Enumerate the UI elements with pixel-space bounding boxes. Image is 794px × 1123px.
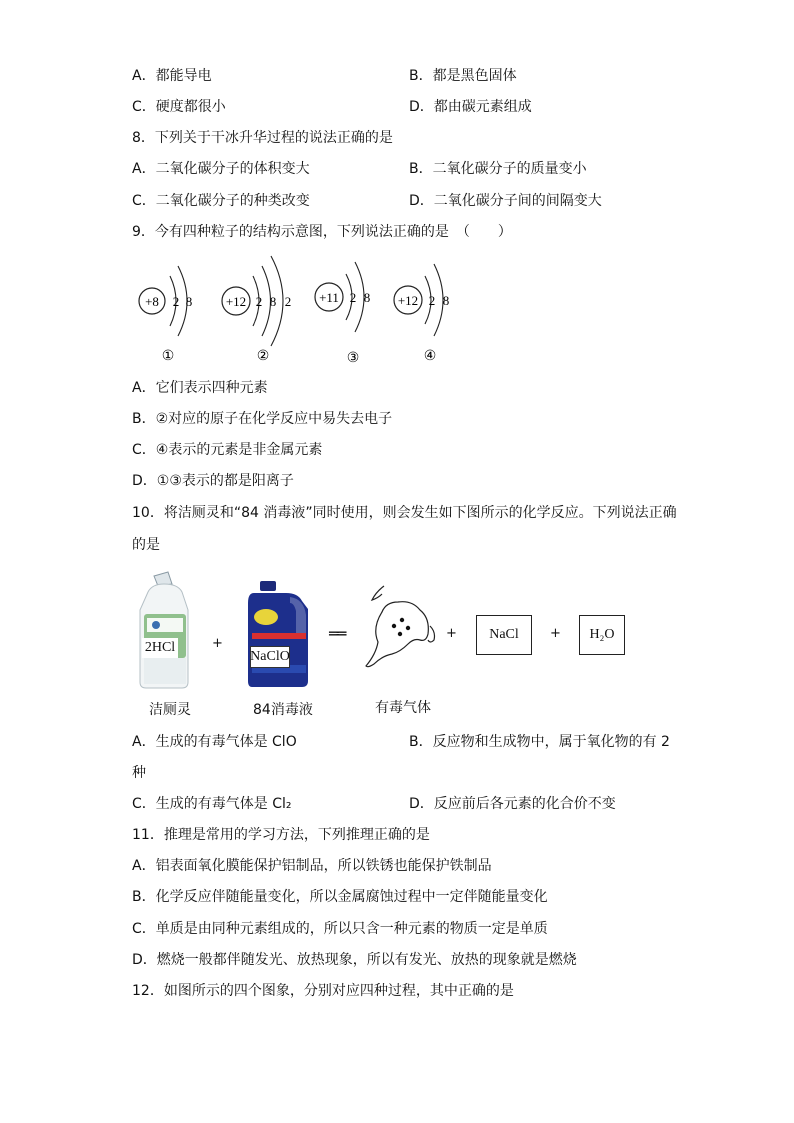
equals-sign: ══ <box>329 624 345 643</box>
particle-2-shell-3: 2 <box>284 294 292 309</box>
q11-option-d: D．燃烧一般都伴随发光、放热现象，所以有发光、放热的现象就是燃烧 <box>132 952 577 968</box>
q9-option-a: A．它们表示四种元素 <box>132 380 268 396</box>
q10-option-a: A．生成的有毒气体是 ClO <box>132 734 297 750</box>
particle-1-diagram <box>139 266 192 364</box>
q10-option-b-continued: 种 <box>132 765 146 781</box>
q11-option-c: C．单质是由同种元素组成的，所以只含一种元素的物质一定是单质 <box>132 921 548 937</box>
q11-option-b: B．化学反应伴随能量变化，所以金属腐蚀过程中一定伴随能量变化 <box>132 889 548 905</box>
caption-disinfectant: 84消毒液 <box>253 702 313 718</box>
q9-stem: 9．今有四种粒子的结构示意图，下列说法正确的是 （ ） <box>132 224 512 240</box>
particle-3-label: ③ <box>346 351 360 366</box>
q10-option-c: C．生成的有毒气体是 Cl₂ <box>132 796 292 812</box>
particle-2-shell-2: 8 <box>269 294 277 309</box>
q10-stem-line1: 10．将洁厕灵和“84 消毒液”同时使用，则会发生如下图所示的化学反应。下列说法正确 <box>132 505 677 521</box>
q10-option-b: B．反应物和生成物中，属于氧化物的有 2 <box>409 734 670 750</box>
naclo-formula-label: NaClO <box>250 646 290 668</box>
q8-option-a: A．二氧化碳分子的体积变大 <box>132 161 310 177</box>
particle-2-shell-1: 2 <box>255 294 263 309</box>
q8-option-b: B．二氧化碳分子的质量变小 <box>409 161 587 177</box>
particle-3-shell-2: 8 <box>363 290 371 305</box>
particle-1-shell-2: 8 <box>185 294 193 309</box>
particle-4-shell-1: 2 <box>428 293 436 308</box>
particle-3-shell-1: 2 <box>349 290 357 305</box>
q7-option-b: B．都是黑色固体 <box>409 68 517 84</box>
q12-stem: 12．如图所示的四个图象，分别对应四种过程，其中正确的是 <box>132 983 514 999</box>
particle-4-label: ④ <box>423 349 437 364</box>
particle-2-diagram <box>222 256 291 364</box>
particle-1-shell-1: 2 <box>172 294 180 309</box>
particle-4-nucleus: +12 <box>397 293 419 308</box>
water-product-box: H₂O <box>579 615 625 655</box>
plus-sign-1: + <box>212 636 223 651</box>
atomic-structure-diagrams <box>132 252 472 372</box>
nacl-product-box: NaCl <box>476 615 532 655</box>
q8-option-d: D．二氧化碳分子间的间隔变大 <box>409 193 602 209</box>
q7-option-a: A．都能导电 <box>132 68 212 84</box>
particle-4-shell-2: 8 <box>442 293 450 308</box>
q10-option-d: D．反应前后各元素的化合价不变 <box>409 796 616 812</box>
plus-sign-2: + <box>446 626 457 641</box>
q11-option-a: A．铝表面氧化膜能保护铝制品，所以铁锈也能保护铁制品 <box>132 858 492 874</box>
particle-3-diagram <box>315 262 370 366</box>
hcl-formula-label: 2HCl <box>142 638 178 658</box>
q8-stem: 8．下列关于干冰升华过程的说法正确的是 <box>132 130 393 146</box>
particle-3-nucleus: +11 <box>319 290 339 305</box>
q10-stem-line2: 的是 <box>132 537 160 553</box>
q8-option-c: C．二氧化碳分子的种类改变 <box>132 193 310 209</box>
disinfectant-bottle-icon <box>246 581 312 689</box>
particle-1-nucleus: +8 <box>145 294 159 309</box>
q9-option-b: B．②对应的原子在化学反应中易失去电子 <box>132 411 393 427</box>
q9-option-c: C．④表示的元素是非金属元素 <box>132 442 323 458</box>
q11-stem: 11．推理是常用的学习方法，下列推理正确的是 <box>132 827 430 843</box>
q7-option-c: C．硬度都很小 <box>132 99 226 115</box>
toxic-gas-cloud-icon <box>364 582 442 670</box>
particle-2-nucleus: +12 <box>225 294 247 309</box>
q9-option-d: D．①③表示的都是阳离子 <box>132 473 294 489</box>
caption-toilet-cleaner: 洁厕灵 <box>149 702 191 718</box>
particle-4-diagram <box>394 264 449 364</box>
toilet-cleaner-bottle-icon <box>138 570 194 692</box>
caption-toxic-gas: 有毒气体 <box>375 700 431 716</box>
plus-sign-3: + <box>550 626 561 641</box>
q7-option-d: D．都由碳元素组成 <box>409 99 532 115</box>
particle-2-label: ② <box>256 349 270 364</box>
particle-1-label: ① <box>161 349 175 364</box>
